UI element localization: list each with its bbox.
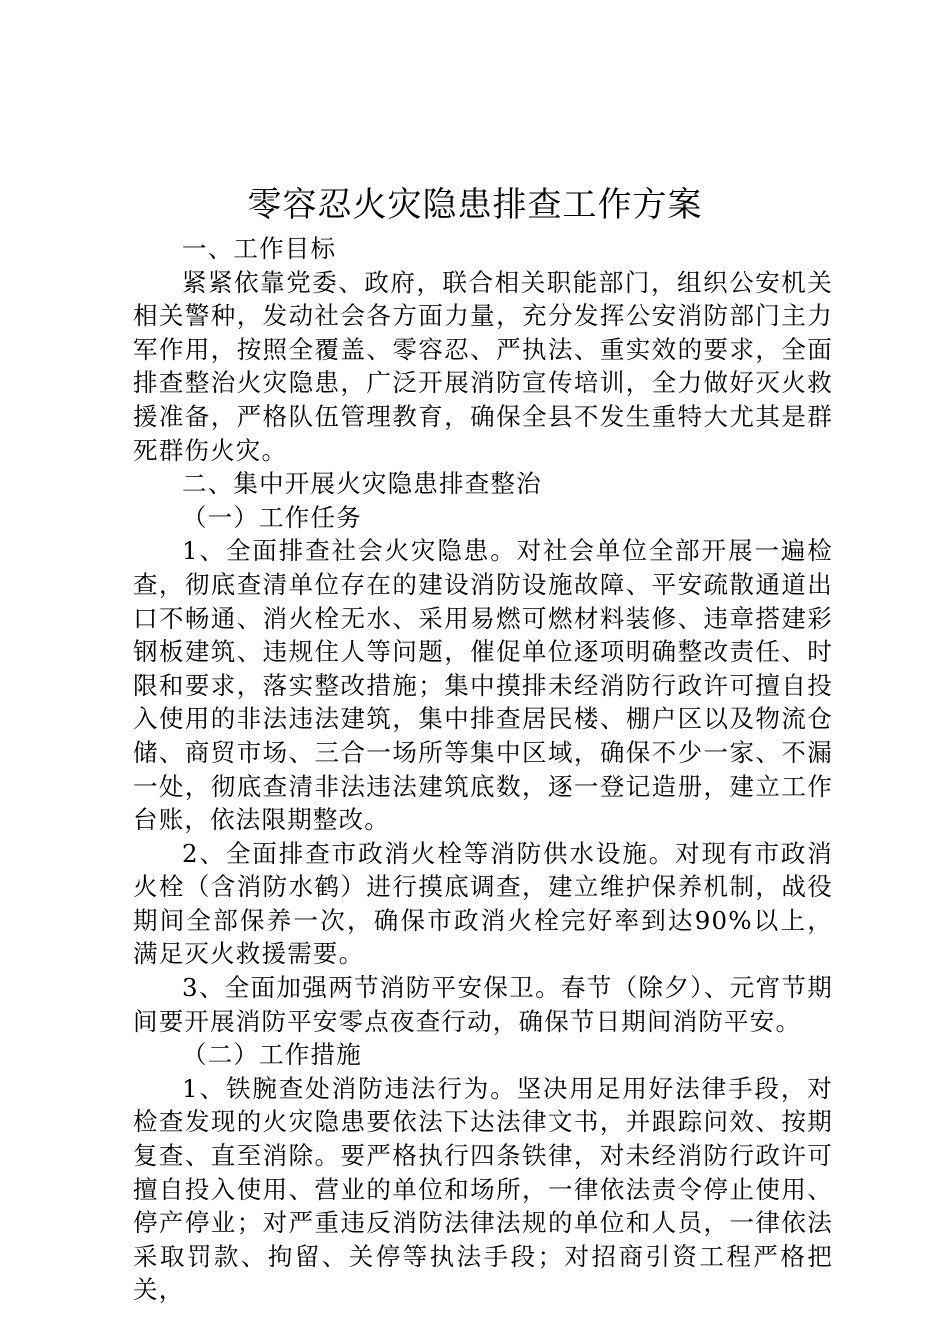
section-heading-inspection: 二、集中开展火灾隐患排查整治 <box>182 469 542 499</box>
document-title: 零容忍火灾隐患排查工作方案 <box>247 185 703 225</box>
paragraph-goals: 紧紧依靠党委、政府，联合相关职能部门，组织公安机关相关警种，发动社会各方面力量，充分发挥公安消防部门主力军作用，按照全覆盖、零容忍、严执法、重实效的要求，全面排查整治火灾隐患，广泛开展消防宣传培训，全力做好灭火救援准备，严格队伍管理教育，确保全县不发生重特大尤其是群死群伤火灾。 <box>133 267 833 465</box>
paragraph-task-2: 2、全面排查市政消火栓等消防供水设施。对现有市政消火栓（含消防水鹤）进行摸底调查，建立维护保养机制，战役期间全部保养一次，确保市政消火栓完好率到达90%以上，满足灭火救援需要。 <box>133 838 833 969</box>
paragraph-task-3: 3、全面加强两节消防平安保卫。春节（除夕）、元宵节期间要开展消防平安零点夜查行动，确保节日期间消防平安。 <box>133 973 833 1036</box>
paragraph-task-1: 1、全面排查社会火灾隐患。对社会单位全部开展一遍检查，彻底查清单位存在的建设消防设施故障、平安疏散通道出口不畅通、消火栓无水、采用易燃可燃材料装修、违章搭建彩钢板建筑、违规住人等问题，催促单位逐项明确整改责任、时限和要求，落实整改措施；集中摸排未经消防行政许可擅自投入使用的非法违法建筑，集中排查居民楼、棚户区以及物流仓储、商贸市场、三合一场所等集中区域，确保不少一家、不漏一处，彻底查清非法违法建筑底数，逐一登记造册，建立工作台账，依法限期整改。 <box>133 536 833 835</box>
subheading-tasks: （一）工作任务 <box>182 502 362 532</box>
document-body <box>133 232 833 1307</box>
section-heading-goals: 一、工作目标 <box>182 234 337 263</box>
subheading-measures: （二）工作措施 <box>182 1040 362 1070</box>
paragraph-measure-1: 1、铁腕查处消防违法行为。坚决用足用好法律手段，对检查发现的火灾隐患要依法下达法律文书，并跟踪问效、按期复查、直至消除。要严格执行四条铁律，对未经消防行政许可擅自投入使用、营业的单位和场所，一律依法责令停止使用、停产停业；对严重违反消防法律法规的单位和人员，一律依法采取罚款、拘留、关停等执法手段；对招商引资工程严格把关， <box>133 1073 833 1305</box>
